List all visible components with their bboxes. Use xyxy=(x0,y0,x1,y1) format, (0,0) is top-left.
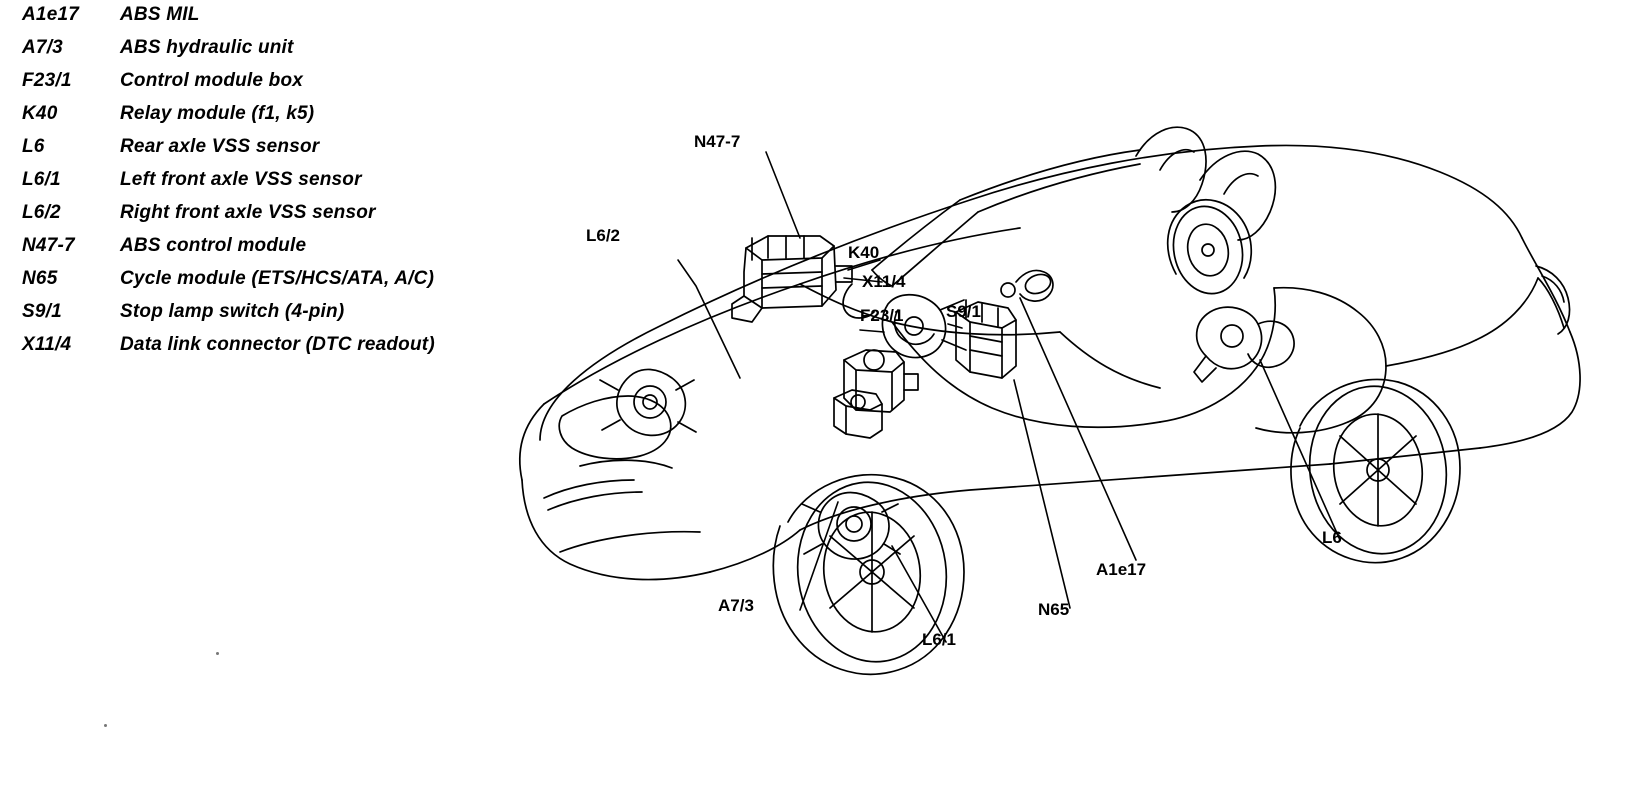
legend-item xyxy=(22,103,542,136)
legend-item-description: ABS hydraulic unit xyxy=(120,37,294,58)
callout-f23-1: F23/1 xyxy=(860,306,904,325)
car-body-outline xyxy=(520,127,1580,579)
legend-item xyxy=(22,4,542,37)
component-rear-axle-vss-sensor xyxy=(1194,307,1294,382)
callout-a1e17: A1e17 xyxy=(1096,560,1147,579)
callout-n47-7: N47-7 xyxy=(694,132,741,151)
legend-item-code: L6/1 xyxy=(22,169,61,190)
rear-wheel xyxy=(1291,377,1460,562)
component-right-front-vss-sensor xyxy=(600,369,696,435)
legend-item xyxy=(22,235,542,268)
legend-item-code: A1e17 xyxy=(22,4,79,25)
legend-item-description: Left front axle VSS sensor xyxy=(120,169,362,190)
leader-lines xyxy=(678,152,1340,642)
component-abs-mil-indicator xyxy=(1001,270,1053,301)
legend-item-code: L6 xyxy=(22,136,45,157)
callout-l6-1: L6/1 xyxy=(922,630,957,649)
legend-item-description: Data link connector (DTC readout) xyxy=(120,334,435,355)
car-component-location-diagram xyxy=(500,60,1620,740)
legend-item xyxy=(22,37,542,70)
legend-item-code: N65 xyxy=(22,268,58,289)
legend-item xyxy=(22,169,542,202)
legend-item-code: N47-7 xyxy=(22,235,75,256)
legend-item-description: Control module box xyxy=(120,70,304,91)
legend-item-description: Cycle module (ETS/HCS/ATA, A/C) xyxy=(120,268,435,289)
legend-item-code: X11/4 xyxy=(22,334,72,355)
legend-item-description: Stop lamp switch (4-pin) xyxy=(120,301,345,322)
callout-n65: N65 xyxy=(1038,600,1070,619)
legend-item-code: S9/1 xyxy=(22,301,62,322)
legend-item xyxy=(22,301,542,334)
callout-l6-2: L6/2 xyxy=(586,226,621,245)
legend-item xyxy=(22,202,542,235)
legend-item-code: F23/1 xyxy=(22,70,72,91)
rear-wheel-arch xyxy=(1166,200,1252,300)
callout-a7-3: A7/3 xyxy=(718,596,754,615)
callout-x11-4: X11/4 xyxy=(862,272,906,291)
legend-item-description: ABS MIL xyxy=(120,4,200,25)
legend-item xyxy=(22,136,542,169)
component-wheel-speed-sensor-small xyxy=(834,390,882,438)
speck xyxy=(104,724,107,727)
legend-item xyxy=(22,334,542,367)
legend-item xyxy=(22,268,542,301)
legend-item-code: K40 xyxy=(22,103,58,124)
legend-item-description: ABS control module xyxy=(120,235,307,256)
legend-item-description: Rear axle VSS sensor xyxy=(120,136,320,157)
callout-k40: K40 xyxy=(848,243,880,262)
component-control-module-box xyxy=(732,236,852,322)
legend-item-description: Right front axle VSS sensor xyxy=(120,202,376,223)
legend-item-description: Relay module (f1, k5) xyxy=(120,103,315,124)
legend-item-code: L6/2 xyxy=(22,202,61,223)
callout-s9-1: S9/1 xyxy=(946,302,981,321)
speck xyxy=(216,652,219,655)
callout-l6: L6 xyxy=(1322,528,1342,547)
legend-list xyxy=(22,4,542,367)
legend-item xyxy=(22,70,542,103)
legend-item-code: A7/3 xyxy=(22,37,63,58)
